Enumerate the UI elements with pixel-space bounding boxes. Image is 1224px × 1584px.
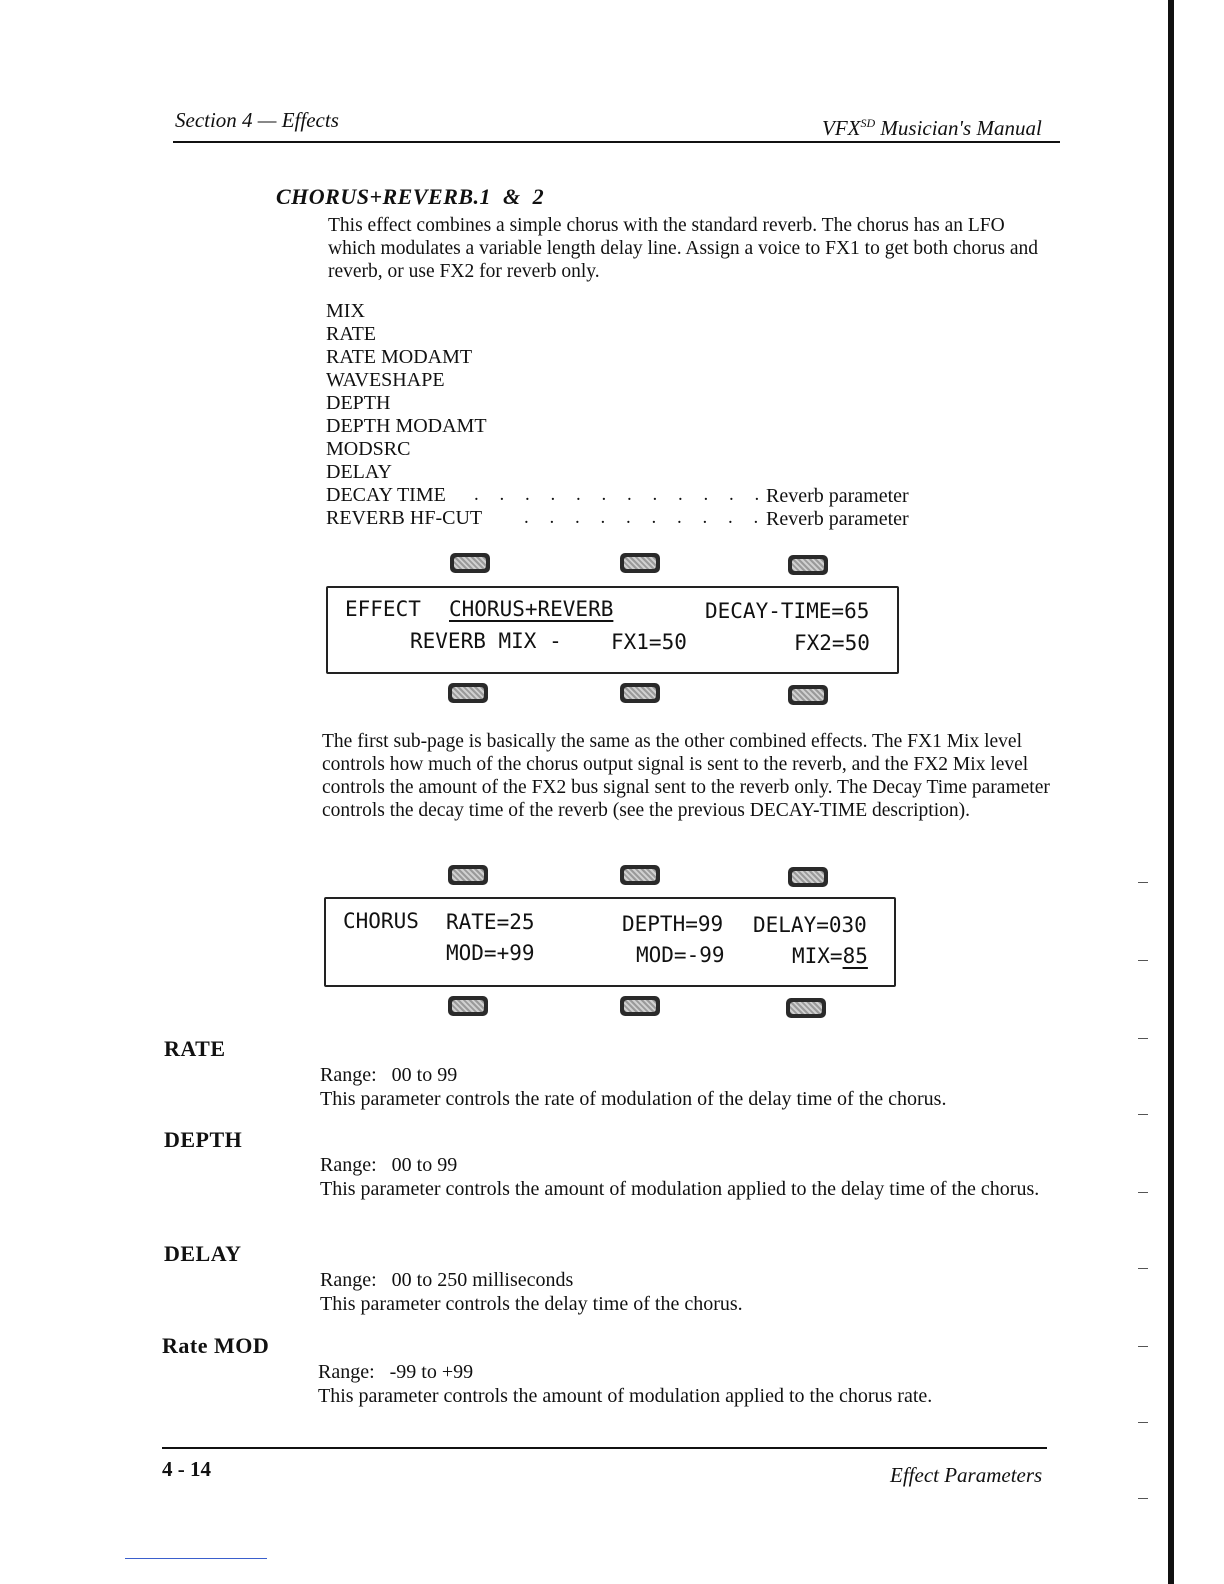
page-number: 4 - 14: [162, 1457, 211, 1481]
range-rate: Range: 00 to 99: [320, 1064, 458, 1086]
parameter-item: REVERB HF-CUT: [326, 507, 483, 529]
soft-button[interactable]: [786, 998, 826, 1018]
term-depth: DEPTH: [164, 1127, 243, 1152]
effect-title: CHORUS+REVERB.1 & 2: [276, 184, 545, 209]
lcd-effect-name: CHORUS+REVERB: [449, 597, 614, 621]
parameter-item: RATE MODAMT: [326, 346, 473, 368]
soft-button[interactable]: [448, 865, 488, 885]
text-delay: This parameter controls the delay time of the chorus.: [320, 1293, 743, 1315]
parameter-item: RATE: [326, 323, 376, 345]
parameter-list: [326, 300, 487, 530]
lcd-depth-mod: MOD=-99: [636, 943, 725, 967]
manual-header: [822, 116, 1042, 141]
leader-dots: . . . . . . . . . . . .: [474, 484, 768, 505]
soft-button[interactable]: [620, 996, 660, 1016]
soft-button[interactable]: [788, 685, 828, 705]
term-rate-mod: Rate MOD: [162, 1333, 270, 1358]
lcd-mix: [792, 944, 868, 968]
footer-rule: [162, 1447, 1047, 1449]
soft-button[interactable]: [450, 553, 490, 573]
lcd-rate: RATE=25: [446, 910, 535, 934]
lcd-decay-time: DECAY-TIME=65: [705, 599, 870, 623]
edge-tick: [1138, 1422, 1148, 1423]
soft-button[interactable]: [448, 683, 488, 703]
lcd-fx1: FX1=50: [611, 630, 687, 654]
edge-tick: [1138, 1038, 1148, 1039]
soft-button[interactable]: [788, 867, 828, 887]
edge-tick: [1138, 882, 1148, 883]
text-rate: This parameter controls the rate of modulation of the delay time of the chorus.: [320, 1088, 947, 1110]
definition-depth: [320, 1153, 1055, 1201]
lcd-mix-value: 85: [842, 944, 868, 968]
manual-prefix: VFX: [822, 116, 861, 140]
lcd-delay: DELAY=030: [753, 913, 867, 937]
effect-intro: This effect combines a simple chorus with the standard reverb. The chorus has an LFO which modulates a variable length delay line. Assign a voice to FX1 to get both chorus and reverb, or use FX2 for reverb only.: [328, 215, 1038, 282]
sub-page-description: The first sub-page is basically the same as the other combined effects. The FX1 Mix level controls how much of the chorus output signal is sent to the reverb, and the FX2 Mix level controls the amount of the FX2 bus signal sent to the reverb only. The Decay Time parameter controls the decay time of the reverb (see the previous DECAY-TIME description).: [322, 731, 1050, 821]
manual-superscript: SD: [860, 116, 876, 130]
parameter-item: MIX: [326, 300, 365, 322]
lcd-chorus-label: CHORUS: [343, 909, 419, 933]
parameter-item: DELAY: [326, 461, 392, 483]
lcd-depth: DEPTH=99: [622, 912, 724, 936]
manual-suffix: Musician's Manual: [875, 116, 1042, 140]
definition-rate: [320, 1063, 1060, 1111]
edge-tick: [1138, 1114, 1148, 1115]
parameter-item: DECAY TIME: [326, 484, 446, 506]
lcd-display-effect: [326, 586, 899, 674]
leader-dots: . . . . . . . . . .: [524, 507, 767, 528]
text-depth: This parameter controls the amount of modulation applied to the delay time of the chorus.: [320, 1178, 1040, 1200]
lcd-display-chorus: [324, 897, 896, 987]
edge-tick: [1138, 1192, 1148, 1193]
parameter-item: DEPTH: [326, 392, 391, 414]
link-underline: [125, 1558, 267, 1559]
soft-button[interactable]: [620, 865, 660, 885]
page-edge-bar: [1168, 0, 1174, 1584]
reverb-note: Reverb parameter: [766, 485, 909, 507]
reverb-note: Reverb parameter: [766, 508, 909, 530]
lcd-fx2: FX2=50: [794, 631, 870, 655]
soft-button[interactable]: [620, 683, 660, 703]
range-rate-mod: Range: -99 to +99: [318, 1361, 474, 1383]
header-rule: [173, 141, 1060, 143]
edge-tick: [1138, 1268, 1148, 1269]
edge-tick: [1138, 1498, 1148, 1499]
parameter-item: DEPTH MODAMT: [326, 415, 487, 437]
parameter-item: MODSRC: [326, 438, 411, 460]
range-depth: Range: 00 to 99: [320, 1154, 458, 1176]
edge-tick: [1138, 960, 1148, 961]
soft-button[interactable]: [448, 996, 488, 1016]
soft-button[interactable]: [620, 553, 660, 573]
edge-tick: [1138, 1346, 1148, 1347]
lcd-mix-prefix: MIX=: [792, 944, 843, 968]
soft-button[interactable]: [788, 555, 828, 575]
lcd-effect-label: EFFECT: [345, 597, 421, 621]
range-delay: Range: 00 to 250 milliseconds: [320, 1269, 574, 1291]
definition-delay: [320, 1268, 1060, 1316]
term-rate: RATE: [164, 1036, 226, 1061]
parameter-item: WAVESHAPE: [326, 369, 445, 391]
section-header: Section 4 — Effects: [175, 108, 339, 132]
chapter-footer: Effect Parameters: [890, 1463, 1043, 1487]
term-delay: DELAY: [164, 1241, 242, 1266]
lcd-rate-mod: MOD=+99: [446, 941, 535, 965]
definition-rate-mod: [318, 1360, 1058, 1408]
text-rate-mod: This parameter controls the amount of modulation applied to the chorus rate.: [318, 1385, 933, 1407]
lcd-reverb-mix: REVERB MIX -: [410, 629, 562, 653]
